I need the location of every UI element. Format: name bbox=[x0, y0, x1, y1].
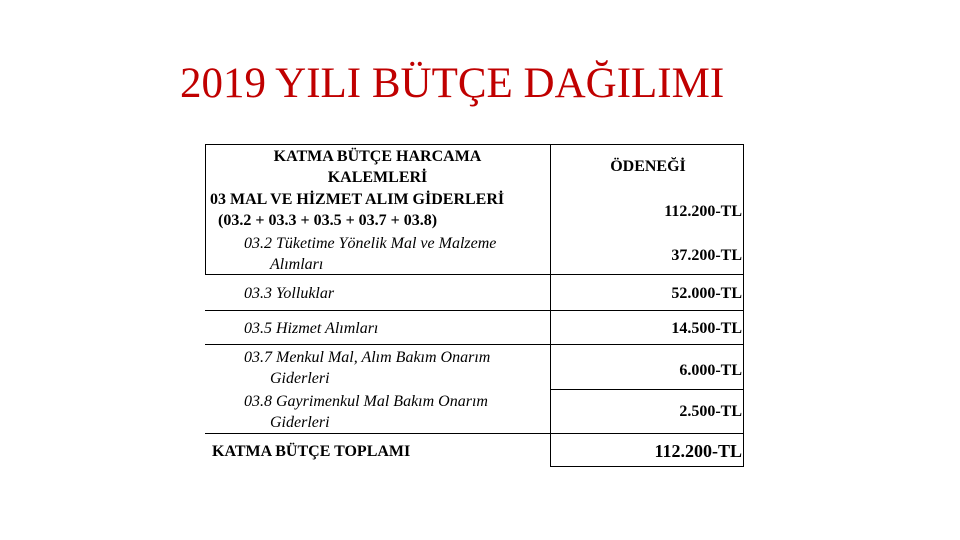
row-amount: 6.000-TL bbox=[679, 362, 742, 379]
row-amount: 52.000-TL bbox=[671, 285, 742, 302]
total-label: KATMA BÜTÇE TOPLAMI bbox=[212, 443, 411, 460]
row-separator bbox=[205, 310, 744, 311]
group-label: 03 MAL VE HİZMET ALIM GİDERLERİ bbox=[210, 191, 505, 208]
page-title: 2019 YILI BÜTÇE DAĞILIMI bbox=[180, 60, 725, 107]
row-amount: 14.500-TL bbox=[671, 320, 742, 337]
table-left-border bbox=[205, 144, 206, 274]
row-label-line1: 03.8 Gayrimenkul Mal Bakım Onarım bbox=[244, 393, 488, 410]
table-right-border bbox=[743, 144, 744, 467]
row-label-line1: 03.2 Tüketime Yönelik Mal ve Malzeme bbox=[244, 235, 497, 252]
row-amount: 37.200-TL bbox=[671, 247, 742, 264]
row-label-line1: 03.7 Menkul Mal, Alım Bakım Onarım bbox=[244, 349, 491, 366]
table-column-divider bbox=[550, 144, 551, 467]
row-separator bbox=[205, 433, 744, 434]
row-label-line2: Giderleri bbox=[270, 370, 330, 387]
header-amount: ÖDENEĞİ bbox=[610, 158, 686, 175]
row-separator bbox=[550, 389, 744, 390]
group-sublabel: (03.2 + 03.3 + 03.5 + 03.7 + 03.8) bbox=[218, 212, 438, 229]
header-item-line1: KATMA BÜTÇE HARCAMA bbox=[273, 148, 482, 165]
row-separator bbox=[205, 344, 744, 345]
row-amount: 2.500-TL bbox=[679, 403, 742, 420]
row-label-line2: Alımları bbox=[270, 256, 324, 273]
table-top-border-left bbox=[205, 144, 550, 145]
table-top-border-right bbox=[550, 144, 744, 145]
row-label-line1: 03.5 Hizmet Alımları bbox=[244, 320, 379, 337]
header-item-line2: KALEMLERİ bbox=[327, 169, 428, 186]
row-label-line2: Giderleri bbox=[270, 414, 330, 431]
group-amount: 112.200-TL bbox=[664, 203, 742, 220]
row-label-line1: 03.3 Yolluklar bbox=[244, 285, 335, 302]
total-amount: 112.200-TL bbox=[654, 441, 742, 461]
table-bottom-border bbox=[550, 466, 744, 467]
